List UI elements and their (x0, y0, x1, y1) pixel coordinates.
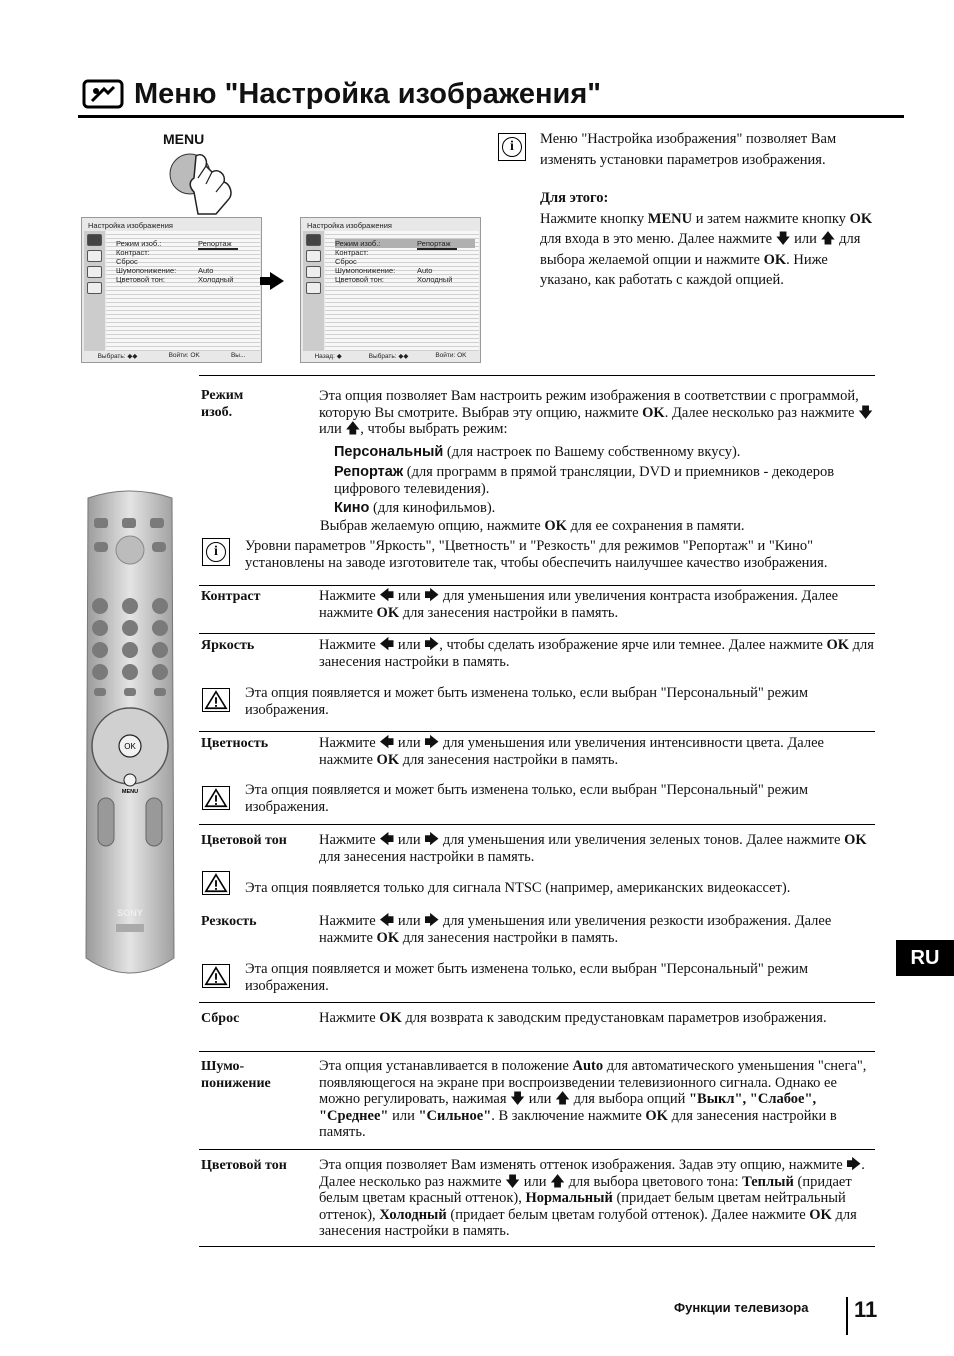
mode-save: Выбрав желаемую опцию, нажмите OK для ее сохранения в памяти. (320, 518, 745, 534)
arrow-left-icon: 🡄 (379, 832, 395, 848)
arrow-down-icon: 🡇 (510, 1091, 526, 1107)
title-rule (78, 115, 904, 118)
color-note: Эта опция появляется и может быть изменена только, если выбран "Персональный" режим изображения. (245, 782, 809, 815)
desc-sharpness: Нажмите 🡄 или 🡆 для уменьшения или увеличения резкости изображения. Далее нажмите OK для занесения настройки в память. (319, 913, 832, 946)
arrow-right-icon: 🡆 (846, 1157, 862, 1173)
arrow-down-icon: 🡇 (858, 404, 874, 421)
arrow-left-icon: 🡄 (379, 913, 395, 929)
arrow-up-icon: 🡅 (550, 1173, 565, 1190)
arrow-right-icon: 🡆 (424, 735, 440, 751)
term-contrast: Контраст (201, 589, 261, 604)
brightness-note: Эта опция появляется и может быть изменена только, если выбран "Персональный" режим изображения. (245, 685, 809, 718)
info-icon: i (498, 133, 526, 161)
language-tab: RU (896, 940, 954, 976)
arrow-up-icon: 🡅 (345, 421, 361, 437)
sound-menu-icon (87, 250, 102, 262)
svg-text:OK: OK (124, 742, 136, 751)
screen-footer: Назад: ◆ Выбрать: ◆◆ Войти: OK (314, 352, 467, 360)
arrow-right-icon (270, 272, 284, 290)
term-noise: Шумо- понижение (201, 1059, 271, 1091)
intro-heading: Для этого: (540, 190, 609, 206)
screen-sidebar (303, 231, 324, 351)
desc-hue: Нажмите 🡄 или 🡆 для уменьшения или увеличения зеленых тонов. Далее нажмите OK для занесения настройки в память. (319, 832, 867, 865)
intro-text (540, 129, 880, 291)
divider (199, 1051, 875, 1052)
desc-color: Нажмите 🡄 или 🡆 для уменьшения или увеличения интенсивности цвета. Далее нажмите OK для занесения настройки в память. (319, 735, 824, 768)
term-tone: Цветовой тон (201, 1158, 287, 1173)
screen-row: Цветовой тон: Холодный (335, 275, 453, 284)
intro-paragraph: Меню "Настройка изображения" позволяет Вам изменять установки параметров изображения. (540, 131, 837, 168)
setup-menu-icon (306, 282, 321, 294)
footer-divider (846, 1297, 848, 1335)
term-sharpness: Резкость (201, 914, 257, 929)
mode-option-personal: Персональный (для настроек по Вашему собственному вкусу). (334, 444, 741, 460)
divider (199, 1246, 875, 1247)
arrow-up-icon: 🡅 (555, 1091, 570, 1107)
screen-row-selected: Режим изоб.: Репортаж (335, 239, 475, 248)
page-title (82, 74, 904, 114)
info-icon: i (202, 538, 230, 566)
screen-row: Шумопонижение: Auto (335, 266, 433, 275)
divider (199, 633, 875, 634)
hand-press-icon (168, 148, 244, 218)
desc-brightness: Нажмите 🡄 или 🡆, чтобы сделать изображение ярче или темнее. Далее нажмите OK для занесения настройки в память. (319, 637, 874, 670)
screen-row: Цветовой тон: Холодный (116, 275, 234, 284)
mode-option-cinema: Кино (для кинофильмов). (334, 500, 496, 516)
desc-contrast: Нажмите 🡄 или 🡆 для уменьшения или увеличения контраста изображения. Далее нажмите OK для занесения настройки в память. (319, 588, 839, 621)
term-reset: Сброс (201, 1011, 240, 1026)
footer-section: Функции телевизора (674, 1300, 809, 1315)
arrow-down-icon: 🡇 (775, 231, 791, 247)
mode-option-reportage: Репортаж (для программ в прямой трансляции, DVD и приемников - декодеров цифрового телевидения). (334, 464, 835, 497)
screen-footer: Выбрать: ◆◆ Войти: OK Вы... (97, 352, 246, 360)
features-menu-icon (87, 266, 102, 278)
setup-menu-icon (87, 282, 102, 294)
arrow-left-icon: 🡄 (379, 588, 395, 604)
term-mode: Режим изоб. (201, 388, 244, 420)
picture-menu-icon (306, 234, 321, 246)
remote-control-image (82, 488, 178, 980)
arrow-left-icon: 🡄 (379, 637, 395, 653)
warning-icon (202, 786, 230, 810)
screen-row: Контраст: (335, 248, 475, 257)
screen-title: Настройка изображения (307, 221, 392, 230)
hue-note: Эта опция появляется только для сигнала NTSC (например, американских видеокассет). (245, 880, 791, 896)
arrow-right-icon: 🡆 (424, 588, 440, 604)
mode-note: Уровни параметров "Яркость", "Цветность" и "Резкость" для режимов "Репортаж" и "Кино" установлены на заводе изготовителе так, чтобы обеспечить наилучшее качество изображения. (245, 538, 828, 571)
warning-icon (202, 871, 230, 895)
menu-screen-1 (81, 217, 262, 363)
divider (199, 731, 875, 732)
level-bar (198, 248, 238, 250)
desc-noise: Эта опция устанавливается в положение Auto для автоматического уменьшения "снега", появляющегося на экране при воспроизведении телевизионного сигнала. Однако ее можно регулировать, нажимая 🡇 или 🡅 для выбора опций "Выкл", "Слабое", "Среднее" или "Сильное". В заключение нажмите OK для занесения настройки в память. (319, 1058, 867, 1140)
term-color: Цветность (201, 736, 269, 751)
menu-button-label: MENU (163, 131, 205, 147)
svg-text:SONY: SONY (117, 908, 143, 918)
arrow-down-icon: 🡇 (505, 1173, 521, 1190)
screen-row: Контраст: (116, 248, 256, 257)
warning-icon (202, 964, 230, 988)
screen-row: Сброс (335, 257, 357, 266)
features-menu-icon (306, 266, 321, 278)
level-bar (417, 248, 457, 250)
term-brightness: Яркость (201, 638, 255, 653)
screen-sidebar (84, 231, 105, 351)
divider (199, 1149, 875, 1150)
screen-body (325, 231, 479, 351)
divider (199, 824, 875, 825)
page-title-text: Меню "Настройка изображения" (134, 77, 602, 110)
divider (199, 1002, 875, 1003)
screen-title: Настройка изображения (88, 221, 173, 230)
divider (199, 375, 875, 376)
arrow-right-icon: 🡆 (424, 637, 440, 653)
page-number: 11 (854, 1297, 878, 1322)
arrow-right-icon: 🡆 (424, 913, 440, 929)
arrow-left-icon: 🡄 (379, 735, 395, 751)
intro-steps: Нажмите кнопку MENU и затем нажмите кнопку OK для входа в это меню. Далее нажмите 🡇 или 🡅 для выбора желаемой опции и нажмите OK. Ниже указано, как работать с каждой опцией. (540, 210, 873, 288)
term-hue: Цветовой тон (201, 833, 287, 848)
menu-screen-2 (300, 217, 481, 363)
screen-body (106, 231, 260, 351)
arrow-right-icon: 🡆 (424, 832, 440, 848)
desc-reset: Нажмите OK для возврата к заводским предустановкам параметров изображения. (319, 1010, 827, 1026)
picture-menu-icon (87, 234, 102, 246)
divider (199, 585, 875, 586)
desc-mode: Эта опция позволяет Вам настроить режим изображения в соответствии с программой, которую Вы смотрите. Выбрав эту опцию, нажмите OK. Далее несколько раз нажмите 🡇 или 🡅, чтобы выбрать режим: (319, 388, 874, 437)
tv-picture-icon (82, 79, 124, 109)
screen-row: Шумопонижение: Auto (116, 266, 214, 275)
warning-icon (202, 688, 230, 712)
sound-menu-icon (306, 250, 321, 262)
desc-tone: Эта опция позволяет Вам изменять оттенок изображения. Задав эту опцию, нажмите 🡆. Далее несколько раз нажмите 🡇 или 🡅 для выбора цветового тона: Теплый (придает белым цветам красный оттенок), Нормальный (придает белым цветам нейтральный оттенок), Холодный (придает белым цветам голубой оттенок). Далее нажмите OK для занесения настройки в память. (319, 1157, 865, 1239)
screen-row: Сброс (116, 257, 138, 266)
svg-text:MENU: MENU (121, 789, 139, 795)
screen-row: Режим изоб.: Репортаж (116, 239, 232, 248)
arrow-up-icon: 🡅 (820, 231, 836, 247)
sharpness-note: Эта опция появляется и может быть изменена только, если выбран "Персональный" режим изображения. (245, 961, 809, 994)
